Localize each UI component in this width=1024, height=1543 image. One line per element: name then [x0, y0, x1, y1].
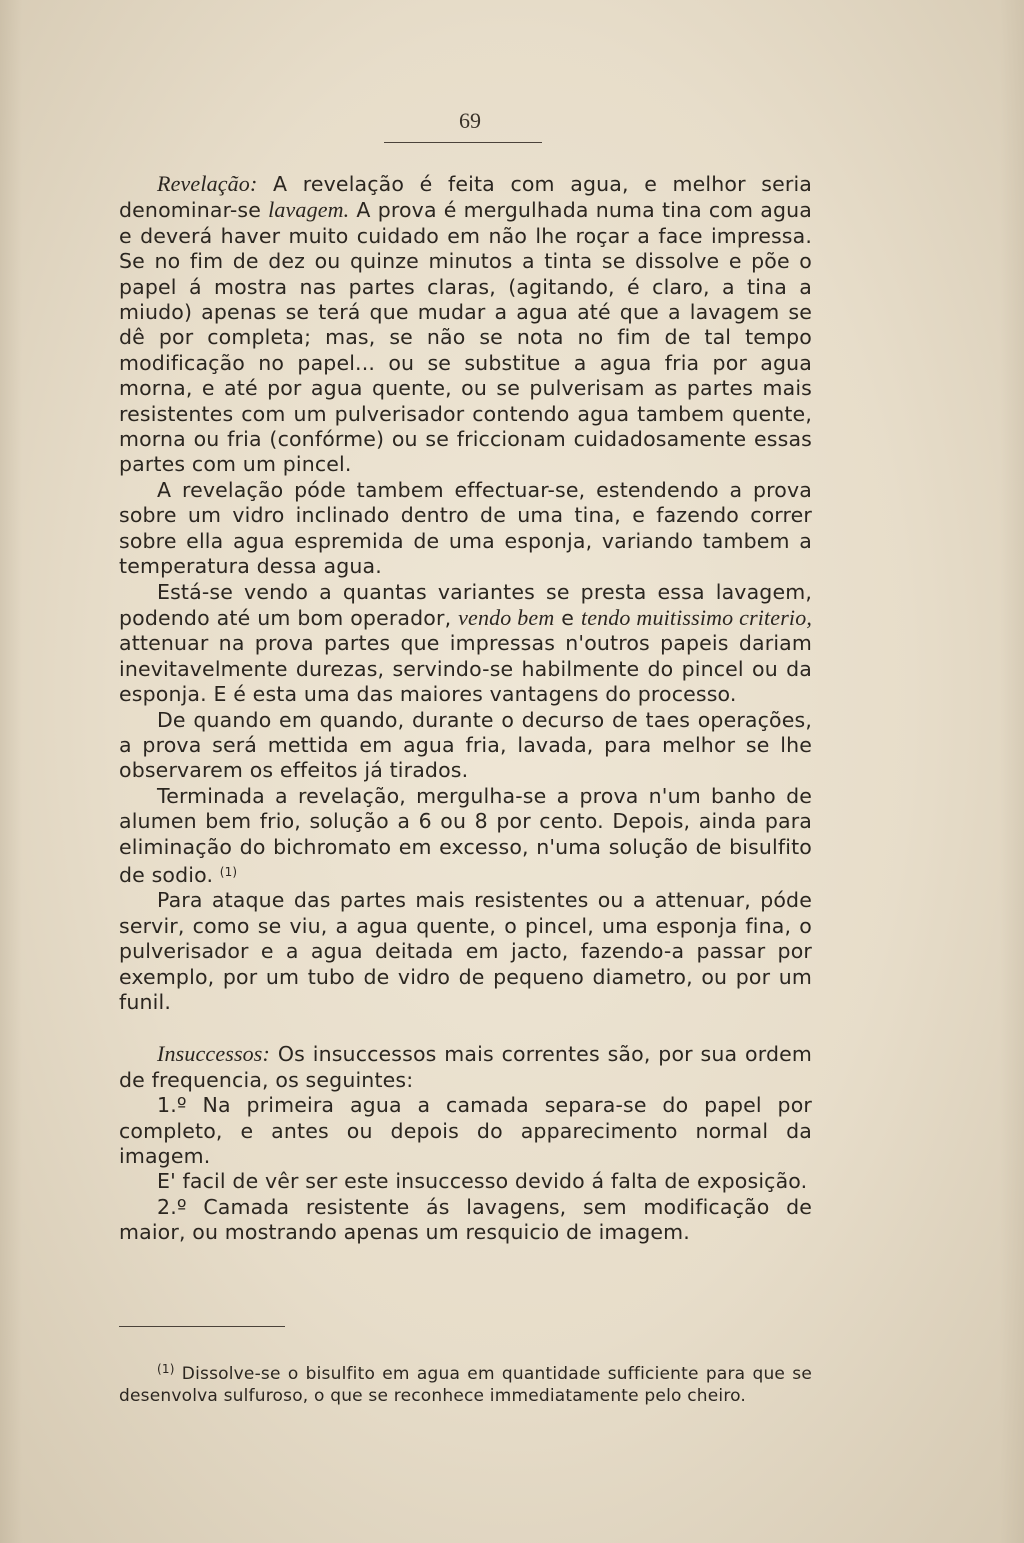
- paragraph-lead: Revelação:: [157, 171, 258, 196]
- list-item-number: 1.º: [157, 1093, 187, 1118]
- body-text: [119, 171, 812, 1246]
- paragraph: [119, 708, 812, 784]
- footnote: [119, 1358, 812, 1407]
- paragraph-lead: Insuccessos:: [157, 1041, 270, 1067]
- header-rule: [384, 142, 542, 143]
- paragraph-text: Os insuccessos mais correntes são, por sua ordem de frequencia, os seguintes:: [119, 1042, 812, 1092]
- paragraph-text: Terminada a revelação, mergulha-se a prova n'um banho de alumen bem frio, solução a 6 ou 8 por cento. Depois, ainda para eliminação do bichromato em excesso, n'uma solução de bisulfito de sodio.: [119, 783, 812, 887]
- italic-term: tendo muitissimo criterio,: [580, 604, 812, 630]
- paragraph: [119, 1169, 812, 1194]
- paragraph: [119, 784, 812, 889]
- list-item-number: 2.º: [157, 1194, 187, 1219]
- footnote-text: Dissolve-se o bisulfito em agua em quantidade sufficiente para que se desenvolva sulfuroso, o que se reconhece immediatamente pelo cheiro.: [119, 1364, 812, 1406]
- italic-term: vendo bem: [458, 604, 555, 630]
- paragraph-text: attenuar na prova partes que impressas n'outros papeis dariam inevitavelmente durezas, servindo-se habilmente do pincel ou da esponja. E é esta uma das maiores vantagens do processo.: [119, 631, 812, 707]
- list-item: [119, 1093, 812, 1169]
- paragraph-text: Está-se vendo a quantas variantes se presta essa lavagem, podendo até um bom operador,: [119, 579, 812, 630]
- section-gap: [119, 1015, 812, 1041]
- paragraph: [119, 888, 812, 1015]
- paragraph-text: De quando em quando, durante o decurso de taes operações, a prova será mettida em agua fria, lavada, para melhor se lhe observarem os effeitos já tirados.: [119, 707, 812, 783]
- paragraph-text: A revelação póde tambem effectuar-se, estendendo a prova sobre um vidro inclinado dentro de uma tina, e fazendo correr sobre ella agua espremida de uma esponja, variando tambem a temperatura dessa agua.: [119, 477, 812, 579]
- footnote-marker: (1): [157, 1362, 175, 1376]
- paragraph: [119, 580, 812, 708]
- paragraph-text: A revelação é feita com agua, e melhor seria denominar-se: [119, 172, 812, 223]
- footnote-rule: [119, 1326, 285, 1327]
- paragraph-text: E' facil de vêr ser este insuccesso devido á falta de exposição.: [157, 1169, 808, 1194]
- list-item-text: Na primeira agua a camada separa-se do papel por completo, e antes ou depois do apparecimento normal da imagem.: [119, 1093, 812, 1169]
- list-item: [119, 1195, 812, 1246]
- list-item-text: Camada resistente ás lavagens, sem modificação de maior, ou mostrando apenas um resquicio de imagem.: [119, 1194, 812, 1245]
- paragraph-text: A prova é mergulhada numa tina com agua e deverá haver muito cuidado em não lhe roçar a face impressa. Se no fim de dez ou quinze minutos a tinta se dissolve e põe o papel á mostra nas partes claras, (agitando, é claro, a tina a miudo) apenas se terá que mudar a agua até que a lavagem se dê por completa; mas, se não se nota no fim de tal tempo modificação no papel... ou se substitue a agua fria por agua morna, e até por agua quente, ou se pulverisam as partes mais resistentes com um pulverisador contendo agua tambem quente, morna ou fria (confórme) ou se friccionam cuidadosamente essas partes com um pincel.: [119, 198, 812, 477]
- footnote-reference[interactable]: (1): [219, 864, 238, 879]
- italic-term: lavagem.: [268, 197, 350, 223]
- paragraph-insuccessos: [119, 1041, 812, 1093]
- page-number: 69: [459, 108, 481, 133]
- paragraph-text: Para ataque das partes mais resistentes ou a attenuar, póde servir, como se viu, a agua quente, o pincel, uma esponja fina, o pulverisador e a agua deitada em jacto, fazendo-a passar por exemplo, por um tubo de vidro de pequeno diametro, ou por um funil.: [119, 888, 812, 1014]
- paragraph: [119, 478, 812, 580]
- paragraph-revelacao: [119, 171, 812, 478]
- paragraph-text: e: [554, 605, 581, 630]
